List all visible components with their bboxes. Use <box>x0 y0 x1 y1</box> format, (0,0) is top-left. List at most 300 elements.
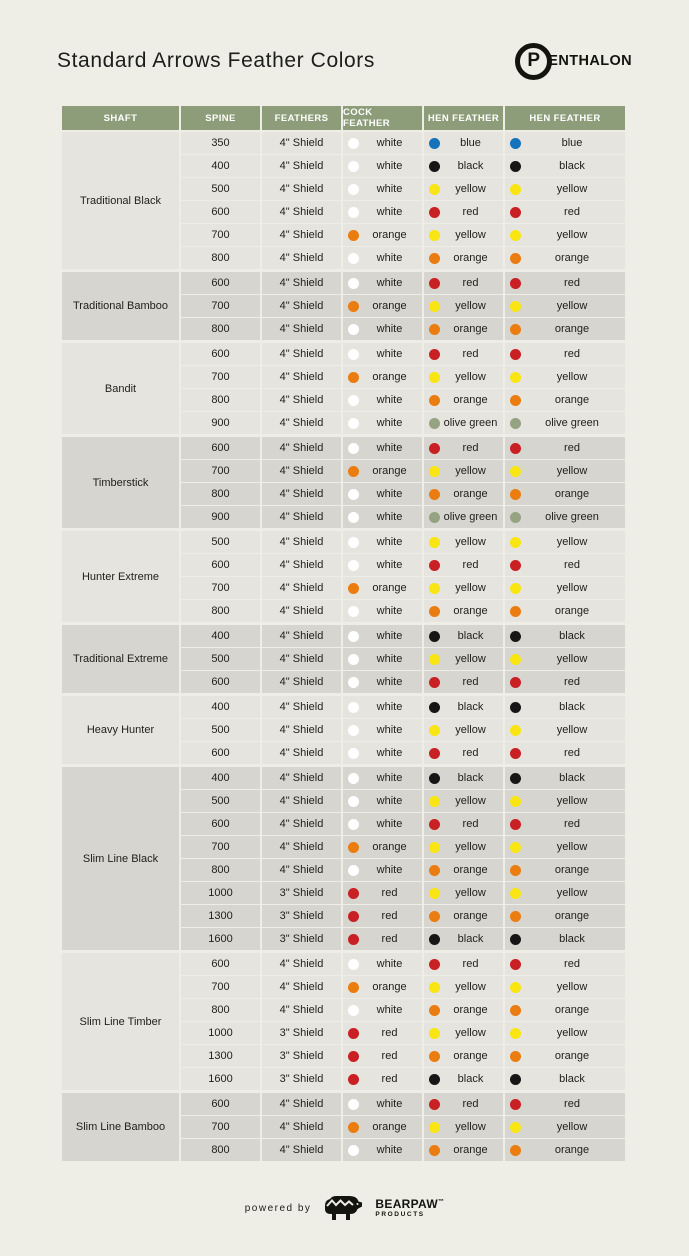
feather-color-label: yellow <box>556 724 588 736</box>
dot-orange-icon <box>348 1122 359 1133</box>
shaft-name: Slim Line Black <box>62 767 179 950</box>
cock-feather-cell <box>343 625 422 647</box>
feather-color-label: white <box>376 536 403 548</box>
feather-color-label: white <box>376 348 403 360</box>
feather-color-label: white <box>376 417 403 429</box>
shaft-group <box>62 531 627 622</box>
cock-feather-cell <box>343 178 422 200</box>
feathers-value: 4" Shield <box>262 531 341 553</box>
feather-color-label: yellow <box>556 183 588 195</box>
dot-yellow-icon <box>510 230 521 241</box>
column-header-hen-feather2: HEN FEATHER <box>505 106 625 130</box>
feathers-value: 4" Shield <box>262 859 341 881</box>
hen-feather-cell <box>505 224 625 246</box>
feather-color-label: red <box>564 676 580 688</box>
hen-feather-cell <box>424 976 503 998</box>
table-row <box>181 577 627 599</box>
dot-white-icon <box>348 253 359 264</box>
feather-color-label: orange <box>554 394 590 406</box>
hen-feather-cell <box>424 1093 503 1115</box>
dot-yellow-icon <box>429 654 440 665</box>
feather-color-label: olive green <box>545 417 599 429</box>
hen-feather-cell <box>505 742 625 764</box>
table-row <box>181 928 627 950</box>
table-row <box>181 366 627 388</box>
feather-color-label: red <box>381 910 398 922</box>
dot-orange-icon <box>429 865 440 876</box>
feather-color-label: red <box>564 442 580 454</box>
feather-color-label: black <box>457 701 484 713</box>
feathers-value: 4" Shield <box>262 696 341 718</box>
dot-red-icon <box>510 349 521 360</box>
table-row <box>181 389 627 411</box>
dot-olive-green-icon <box>429 418 440 429</box>
dot-orange-icon <box>429 911 440 922</box>
hen-feather-cell <box>424 178 503 200</box>
feathers-value: 4" Shield <box>262 483 341 505</box>
feather-color-label: yellow <box>556 841 588 853</box>
spine-value: 600 <box>181 953 260 975</box>
spine-value: 600 <box>181 742 260 764</box>
table-row <box>181 201 627 223</box>
group-rows <box>181 696 627 764</box>
dot-yellow-icon <box>510 725 521 736</box>
spine-value: 500 <box>181 531 260 553</box>
table-row <box>181 554 627 576</box>
feathers-value: 4" Shield <box>262 999 341 1021</box>
feathers-value: 4" Shield <box>262 671 341 693</box>
dot-black-icon <box>510 773 521 784</box>
dot-yellow-icon <box>429 982 440 993</box>
feather-color-label: orange <box>554 488 590 500</box>
feather-color-label: yellow <box>556 653 588 665</box>
dot-orange-icon <box>510 865 521 876</box>
shaft-name: Traditional Extreme <box>62 625 179 693</box>
hen-feather-cell <box>505 318 625 340</box>
hen-feather-cell <box>505 201 625 223</box>
group-rows <box>181 1093 627 1161</box>
table-row <box>181 696 627 718</box>
table-row <box>181 531 627 553</box>
feather-color-label: red <box>564 958 580 970</box>
spine-value: 700 <box>181 836 260 858</box>
dot-yellow-icon <box>510 537 521 548</box>
feathers-value: 3" Shield <box>262 905 341 927</box>
feather-color-label: black <box>559 1073 585 1085</box>
hen-feather-cell <box>424 343 503 365</box>
feathers-value: 4" Shield <box>262 201 341 223</box>
dot-yellow-icon <box>510 372 521 383</box>
trademark-symbol: ™ <box>437 1198 445 1205</box>
dot-red-icon <box>429 278 440 289</box>
feather-color-label: white <box>376 511 403 523</box>
cock-feather-cell <box>343 600 422 622</box>
spine-value: 500 <box>181 719 260 741</box>
dot-white-icon <box>348 207 359 218</box>
feather-color-label: yellow <box>455 229 486 241</box>
shaft-name: Bandit <box>62 343 179 434</box>
dot-yellow-icon <box>510 888 521 899</box>
spine-value: 600 <box>181 437 260 459</box>
hen-feather-cell <box>424 224 503 246</box>
feather-color-label: orange <box>372 371 407 383</box>
dot-red-icon <box>429 959 440 970</box>
shaft-group <box>62 1093 627 1161</box>
feather-color-label: red <box>564 206 580 218</box>
dot-blue-icon <box>510 138 521 149</box>
hen-feather-cell <box>505 132 625 154</box>
feather-color-label: blue <box>460 137 481 149</box>
dot-white-icon <box>348 418 359 429</box>
dot-yellow-icon <box>510 796 521 807</box>
feather-color-label: black <box>559 160 585 172</box>
table-row <box>181 1045 627 1067</box>
dot-black-icon <box>429 161 440 172</box>
hen-feather-cell <box>424 696 503 718</box>
cock-feather-cell <box>343 343 422 365</box>
dot-orange-icon <box>429 1005 440 1016</box>
dot-blue-icon <box>429 138 440 149</box>
feather-color-label: red <box>462 348 479 360</box>
hen-feather-cell <box>424 1116 503 1138</box>
feather-color-label: yellow <box>455 465 486 477</box>
feather-color-label: orange <box>372 229 407 241</box>
feather-color-label: orange <box>453 1004 488 1016</box>
dot-red-icon <box>510 278 521 289</box>
dot-yellow-icon <box>429 1028 440 1039</box>
hen-feather-cell <box>505 648 625 670</box>
table-row <box>181 836 627 858</box>
group-rows <box>181 767 627 950</box>
hen-feather-cell <box>505 1045 625 1067</box>
feather-color-label: white <box>376 277 403 289</box>
feathers-value: 4" Shield <box>262 648 341 670</box>
table-row <box>181 272 627 294</box>
feather-color-label: red <box>564 559 580 571</box>
dot-white-icon <box>348 512 359 523</box>
dot-yellow-icon <box>429 888 440 899</box>
dot-red-icon <box>429 748 440 759</box>
feather-colors-table <box>62 106 627 1164</box>
spine-value: 350 <box>181 132 260 154</box>
table-row <box>181 767 627 789</box>
column-header-hen-feather: HEN FEATHER <box>424 106 503 130</box>
spine-value: 600 <box>181 813 260 835</box>
hen-feather-cell <box>505 859 625 881</box>
hen-feather-cell <box>424 836 503 858</box>
feather-color-label: black <box>559 630 585 642</box>
dot-orange-icon <box>348 583 359 594</box>
spine-value: 1300 <box>181 905 260 927</box>
shaft-group <box>62 953 627 1090</box>
dot-yellow-icon <box>429 842 440 853</box>
dot-yellow-icon <box>510 184 521 195</box>
dot-red-icon <box>429 443 440 454</box>
hen-feather-cell <box>424 719 503 741</box>
hen-feather-cell <box>424 412 503 434</box>
feather-color-label: white <box>376 676 403 688</box>
cock-feather-cell <box>343 272 422 294</box>
group-rows <box>181 132 627 269</box>
table-row <box>181 976 627 998</box>
hen-feather-cell <box>505 437 625 459</box>
cock-feather-cell <box>343 859 422 881</box>
cock-feather-cell <box>343 132 422 154</box>
feather-color-label: black <box>559 701 585 713</box>
feather-color-label: orange <box>453 394 488 406</box>
feather-color-label: orange <box>453 864 488 876</box>
hen-feather-cell <box>505 343 625 365</box>
dot-orange-icon <box>510 489 521 500</box>
dot-orange-icon <box>510 1051 521 1062</box>
dot-yellow-icon <box>429 725 440 736</box>
dot-red-icon <box>510 443 521 454</box>
shaft-name: Traditional Black <box>62 132 179 269</box>
cock-feather-cell <box>343 813 422 835</box>
hen-feather-cell <box>505 600 625 622</box>
hen-feather-cell <box>424 790 503 812</box>
group-rows <box>181 343 627 434</box>
cock-feather-cell <box>343 767 422 789</box>
hen-feather-cell <box>505 366 625 388</box>
dot-red-icon <box>429 819 440 830</box>
feather-color-label: black <box>457 933 484 945</box>
dot-red-icon <box>510 207 521 218</box>
dot-yellow-icon <box>510 1122 521 1133</box>
dot-yellow-icon <box>510 654 521 665</box>
feathers-value: 4" Shield <box>262 790 341 812</box>
spine-value: 700 <box>181 295 260 317</box>
page-title: Standard Arrows Feather Colors <box>57 49 375 72</box>
hen-feather-cell <box>505 1139 625 1161</box>
feather-color-label: white <box>376 701 403 713</box>
spine-value: 800 <box>181 859 260 881</box>
dot-orange-icon <box>510 253 521 264</box>
hen-feather-cell <box>424 905 503 927</box>
feather-color-label: red <box>381 1027 398 1039</box>
dot-white-icon <box>348 443 359 454</box>
feather-color-label: yellow <box>556 1027 588 1039</box>
dot-orange-icon <box>348 982 359 993</box>
dot-red-icon <box>429 677 440 688</box>
feathers-value: 4" Shield <box>262 178 341 200</box>
feather-color-label: yellow <box>455 582 486 594</box>
cock-feather-cell <box>343 554 422 576</box>
feathers-value: 4" Shield <box>262 1116 341 1138</box>
feather-color-label: red <box>381 1050 398 1062</box>
feather-color-label: yellow <box>556 582 588 594</box>
hen-feather-cell <box>505 905 625 927</box>
feather-color-label: yellow <box>455 887 486 899</box>
dot-olive-green-icon <box>510 512 521 523</box>
feather-color-label: red <box>462 818 479 830</box>
shaft-name: Heavy Hunter <box>62 696 179 764</box>
feathers-value: 3" Shield <box>262 928 341 950</box>
cock-feather-cell <box>343 836 422 858</box>
cock-feather-cell <box>343 671 422 693</box>
feathers-value: 4" Shield <box>262 224 341 246</box>
spine-value: 500 <box>181 790 260 812</box>
spine-value: 400 <box>181 625 260 647</box>
spine-value: 700 <box>181 976 260 998</box>
cock-feather-cell <box>343 506 422 528</box>
feather-color-label: yellow <box>556 536 588 548</box>
hen-feather-cell <box>505 247 625 269</box>
spine-value: 500 <box>181 178 260 200</box>
feather-color-label: orange <box>453 910 488 922</box>
hen-feather-cell <box>424 577 503 599</box>
feather-color-label: white <box>376 605 403 617</box>
feather-color-label: white <box>376 818 403 830</box>
cock-feather-cell <box>343 247 422 269</box>
dot-white-icon <box>348 1099 359 1110</box>
spine-value: 1600 <box>181 928 260 950</box>
dot-red-icon <box>510 959 521 970</box>
feather-color-label: yellow <box>556 1121 588 1133</box>
dot-red-icon <box>429 560 440 571</box>
feather-color-label: red <box>462 747 479 759</box>
dot-white-icon <box>348 796 359 807</box>
dot-orange-icon <box>429 253 440 264</box>
feather-color-label: olive green <box>443 417 498 429</box>
cock-feather-cell <box>343 318 422 340</box>
cock-feather-cell <box>343 1022 422 1044</box>
hen-feather-cell <box>505 412 625 434</box>
feather-color-label: white <box>376 183 403 195</box>
cock-feather-cell <box>343 905 422 927</box>
feather-color-label: black <box>559 933 585 945</box>
hen-feather-cell <box>505 790 625 812</box>
dot-red-icon <box>429 207 440 218</box>
spine-value: 700 <box>181 366 260 388</box>
feather-color-label: orange <box>453 605 488 617</box>
feather-color-label: red <box>564 277 580 289</box>
hen-feather-cell <box>424 318 503 340</box>
dot-white-icon <box>348 606 359 617</box>
feathers-value: 4" Shield <box>262 953 341 975</box>
hen-feather-cell <box>424 625 503 647</box>
hen-feather-cell <box>505 625 625 647</box>
dot-white-icon <box>348 349 359 360</box>
dot-white-icon <box>348 138 359 149</box>
spine-value: 600 <box>181 1093 260 1115</box>
feather-color-label: red <box>381 933 398 945</box>
dot-red-icon <box>510 560 521 571</box>
feather-color-label: orange <box>372 841 407 853</box>
dot-yellow-icon <box>429 301 440 312</box>
dot-black-icon <box>510 631 521 642</box>
hen-feather-cell <box>424 928 503 950</box>
cock-feather-cell <box>343 790 422 812</box>
hen-feather-cell <box>505 976 625 998</box>
dot-yellow-icon <box>429 184 440 195</box>
dot-yellow-icon <box>510 466 521 477</box>
hen-feather-cell <box>424 859 503 881</box>
hen-feather-cell <box>505 1116 625 1138</box>
feather-color-label: orange <box>554 605 590 617</box>
dot-orange-icon <box>429 606 440 617</box>
feathers-value: 4" Shield <box>262 813 341 835</box>
dot-white-icon <box>348 537 359 548</box>
feather-color-label: black <box>457 160 484 172</box>
feather-color-label: yellow <box>455 981 486 993</box>
cock-feather-cell <box>343 953 422 975</box>
feather-color-label: white <box>376 958 403 970</box>
dot-red-icon <box>510 677 521 688</box>
spine-value: 400 <box>181 767 260 789</box>
shaft-name: Timberstick <box>62 437 179 528</box>
feather-color-label: white <box>376 1004 403 1016</box>
feather-color-label: white <box>376 559 403 571</box>
feathers-value: 4" Shield <box>262 460 341 482</box>
penthalon-wordmark: ENTHALON <box>548 53 632 69</box>
dot-yellow-icon <box>429 372 440 383</box>
table-row <box>181 343 627 365</box>
feather-color-label: white <box>376 747 403 759</box>
table-row <box>181 155 627 177</box>
hen-feather-cell <box>424 272 503 294</box>
feather-color-label: orange <box>554 1144 590 1156</box>
feather-color-label: white <box>376 630 403 642</box>
cock-feather-cell <box>343 483 422 505</box>
dot-red-icon <box>348 911 359 922</box>
dot-black-icon <box>510 161 521 172</box>
feather-color-label: red <box>462 277 479 289</box>
dot-black-icon <box>429 1074 440 1085</box>
dot-orange-icon <box>510 606 521 617</box>
dot-white-icon <box>348 654 359 665</box>
group-rows <box>181 531 627 622</box>
dot-red-icon <box>510 1099 521 1110</box>
table-row <box>181 813 627 835</box>
hen-feather-cell <box>505 483 625 505</box>
spine-value: 1000 <box>181 882 260 904</box>
feather-color-label: white <box>376 795 403 807</box>
shaft-group <box>62 272 627 340</box>
feather-color-label: black <box>457 1073 484 1085</box>
feather-color-label: red <box>462 676 479 688</box>
feathers-value: 4" Shield <box>262 719 341 741</box>
cock-feather-cell <box>343 295 422 317</box>
feather-color-label: red <box>564 348 580 360</box>
dot-orange-icon <box>429 1051 440 1062</box>
feathers-value: 4" Shield <box>262 506 341 528</box>
hen-feather-cell <box>424 648 503 670</box>
feather-color-label: white <box>376 252 403 264</box>
dot-orange-icon <box>429 1145 440 1156</box>
hen-feather-cell <box>424 882 503 904</box>
hen-feather-cell <box>424 531 503 553</box>
hen-feather-cell <box>505 155 625 177</box>
feather-color-label: orange <box>554 252 590 264</box>
feathers-value: 4" Shield <box>262 577 341 599</box>
feather-color-label: orange <box>372 1121 407 1133</box>
penthalon-emblem-icon: P <box>515 43 552 80</box>
cock-feather-cell <box>343 1045 422 1067</box>
feathers-value: 4" Shield <box>262 132 341 154</box>
hen-feather-cell <box>424 247 503 269</box>
powered-by-label: powered by <box>244 1202 312 1214</box>
feather-color-label: white <box>376 864 403 876</box>
hen-feather-cell <box>505 1068 625 1090</box>
spine-value: 400 <box>181 155 260 177</box>
hen-feather-cell <box>424 1139 503 1161</box>
dot-black-icon <box>429 631 440 642</box>
cock-feather-cell <box>343 696 422 718</box>
column-header-spine: SPINE <box>181 106 260 130</box>
dot-white-icon <box>348 773 359 784</box>
feather-color-label: yellow <box>556 371 588 383</box>
